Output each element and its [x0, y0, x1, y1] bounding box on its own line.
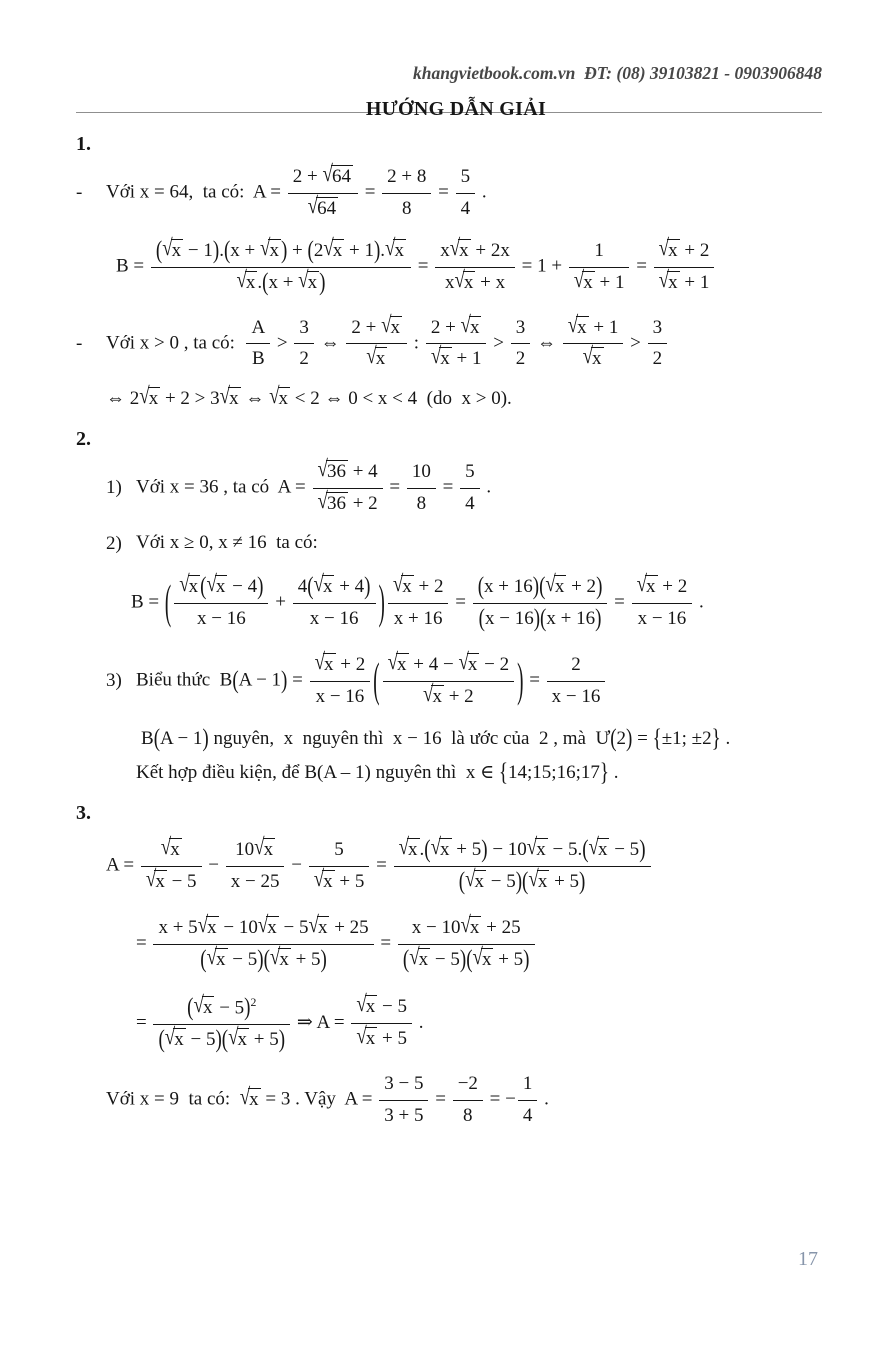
page-content — [76, 86, 836, 1130]
item-number: 3) — [106, 670, 122, 692]
problem-2-conclusion — [136, 758, 836, 787]
problem-1-step-2 — [116, 235, 836, 297]
formula-b-simplification: B = $\frac{(√x - 1).(x + √x ) + (2√x + 1).√x}{√x .(x + √x )}$ = $\frac{x√x + 2x}{x√x + x}$ = 1 + $\frac{1}{√x + 1}$ = $\frac{√x + 2}{√x + 1}$ — [116, 238, 716, 296]
problem-1-label: 1. — [76, 133, 91, 155]
formula-b-times-a-minus-1: Biểu thức B(A − 1) = $\frac{√x + 2}{x - 16}$ ( $\frac{√x + 4 - √x - 2}{√x + 2}$ ) = $\frac{2}{x - 16}$ — [136, 652, 607, 710]
item-number: 1) — [106, 477, 122, 498]
divisor-argument-text: B(A − 1) nguyên, x nguyên thì x − 16 là ước của 2 , mà Ư(2) = {±1; ±2} . — [141, 723, 731, 753]
problem-2-divisor-note — [141, 723, 836, 753]
formula-a-evaluation: Với x = 64, ta có: A = $\frac{2 + √64}{√64}$ = $\frac{2 + 8}{8}$ = $\frac{5}{4}$ . — [106, 161, 487, 219]
item-number: 2) — [106, 532, 122, 554]
problem-3-step-1 — [106, 834, 836, 896]
conclusion-text: Kết hợp điều kiện, để B(A – 1) nguyên thì x ∈ {14;15;16;17} . — [136, 758, 619, 787]
problem-2-item-1 — [106, 456, 836, 517]
formula-a-at-36: Với x = 36 , ta có A = $\frac{√36 + 4}{√36 + 2}$ = $\frac{10}{8}$ = $\frac{5}{4}$ . — [136, 456, 492, 514]
problem-3-step-3 — [136, 994, 836, 1054]
page-title: HƯỚNG DẪN GIẢI — [365, 98, 547, 120]
problem-1-step-3 — [76, 312, 836, 373]
formula-factor-square: = $\frac{(√x - 5)^2}{(√x - 5)(√x + 5)}$ ⇒ A = $\frac{√x - 5}{√x + 5}$ . — [136, 992, 424, 1054]
problem-1-step-4 — [106, 383, 836, 412]
publisher-contact-text: khangvietbook.com.vn ĐT: (08) 39103821 - 0903906848 — [413, 63, 822, 83]
problem-1-step-1 — [76, 161, 836, 222]
formula-a-over-b-inequality: Với x > 0 , ta có: $\frac{A}{B}$ > $\frac{3}{2}$ ⇔ $\frac{2 + √x}{√x}$ : $\frac{2 + √x}{√x + 1}$ > $\frac{3}{2}$ ⇔ $\frac{√x + 1}{√x}$ > $\frac{3}{2}$ — [106, 315, 669, 373]
dash-bullet: - — [76, 332, 83, 354]
problem-2-item-3 — [106, 649, 836, 710]
problem-2-item-2 — [106, 531, 836, 556]
condition-text: Với x ≥ 0, x ≠ 16 ta có: — [136, 532, 318, 554]
problem-2-item-2-formula — [131, 571, 836, 633]
formula-b-simplification-2: B = ( $\frac{√x (√x - 4)}{x - 16}$ + $\frac{4(√x + 4)}{x - 16}$ ) $\frac{√x + 2}{x + 16}$ = $\frac{(x + 16)(√x + 2)}{(x - 16)(x + 16)}$ = $\frac{√x + 2}{x - 16}$ . — [131, 571, 704, 633]
dash-bullet: - — [76, 182, 83, 204]
formula-expand-numerator: = $\frac{x + 5√x - 10√x - 5√x + 25}{(√x - 5)(√x + 5)}$ = $\frac{x - 10√x + 25}{(√x - 5)(√x + 5)}$ — [136, 915, 537, 973]
page-number: 17 — [798, 1248, 818, 1270]
formula-a-at-9: Với x = 9 ta có: √x = 3 . Vậy A = $\frac{3 - 5}{3 + 5}$ = $\frac{-2}{8}$ = − $\frac{1}{4}$ . — [106, 1073, 549, 1127]
problem-2-label: 2. — [76, 427, 91, 450]
formula-a-combine-fractions: A = $\frac{√x}{√x - 5}$ − $\frac{10√x}{x - 25}$ − $\frac{5}{√x + 5}$ = $\frac{√x .(√x + 5) - 10√x - 5.(√x - 5)}{(√x - 5)(√x + 5)}$ — [106, 837, 653, 895]
problem-3-step-2 — [136, 912, 836, 974]
formula-inequality-solution: ⇔ 2√x + 2 > 3√x ⇔ √x < 2 ⇔ 0 < x < 4 (do x > 0). — [106, 383, 512, 410]
problem-3-label: 3. — [76, 802, 91, 824]
problem-3-evaluation — [106, 1071, 836, 1129]
